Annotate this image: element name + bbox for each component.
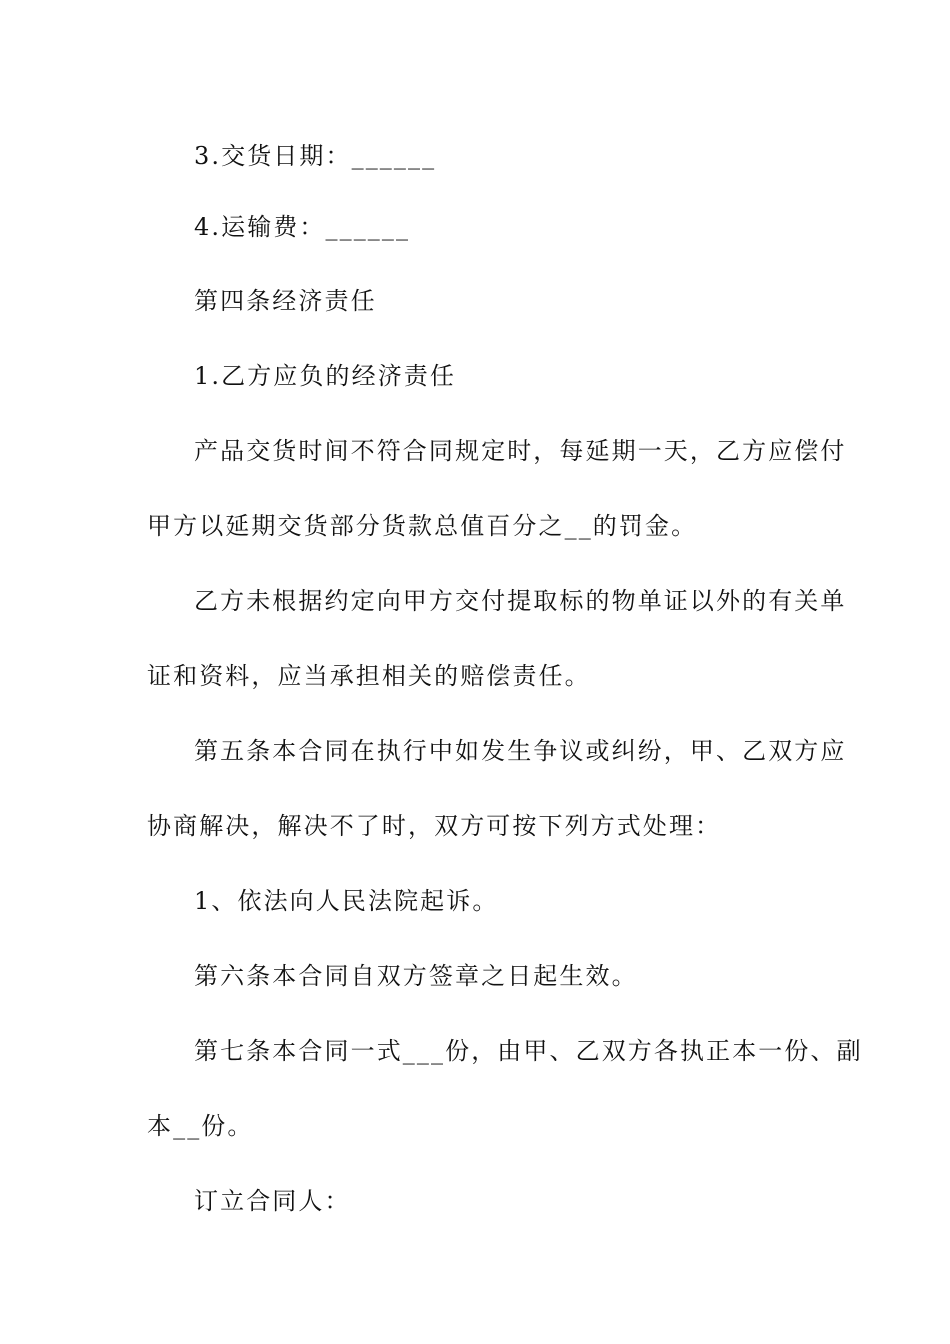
list-item: 1、依法向人民法院起诉。 — [194, 887, 499, 915]
article-4-heading: 第四条经济责任 — [194, 287, 377, 315]
paragraph-line: 协商解决，解决不了时，双方可按下列方式处理： — [147, 812, 722, 840]
party-b-liability-heading: 1.乙方应负的经济责任 — [194, 362, 456, 390]
paragraph-line: 证和资料，应当承担相关的赔偿责任。 — [147, 662, 591, 690]
paragraph-line: 产品交货时间不符合同规定时，每延期一天，乙方应偿付 — [194, 437, 847, 465]
delivery-date-line: 3.交货日期：______ — [194, 142, 437, 170]
article-6-line: 第六条本合同自双方签章之日起生效。 — [194, 962, 638, 990]
article-7-line: 第七条本合同一式___份，由甲、乙双方各执正本一份、副 — [194, 1037, 863, 1065]
signatory-label: 订立合同人： — [194, 1187, 351, 1215]
paragraph-line: 甲方以延期交货部分货款总值百分之__的罚金。 — [147, 512, 698, 540]
transport-fee-line: 4.运输费：______ — [194, 213, 411, 241]
paragraph-line: 乙方未根据约定向甲方交付提取标的物单证以外的有关单 — [194, 587, 847, 615]
paragraph-line: 本__份。 — [147, 1112, 254, 1140]
article-5-line: 第五条本合同在执行中如发生争议或纠纷，甲、乙双方应 — [194, 737, 847, 765]
